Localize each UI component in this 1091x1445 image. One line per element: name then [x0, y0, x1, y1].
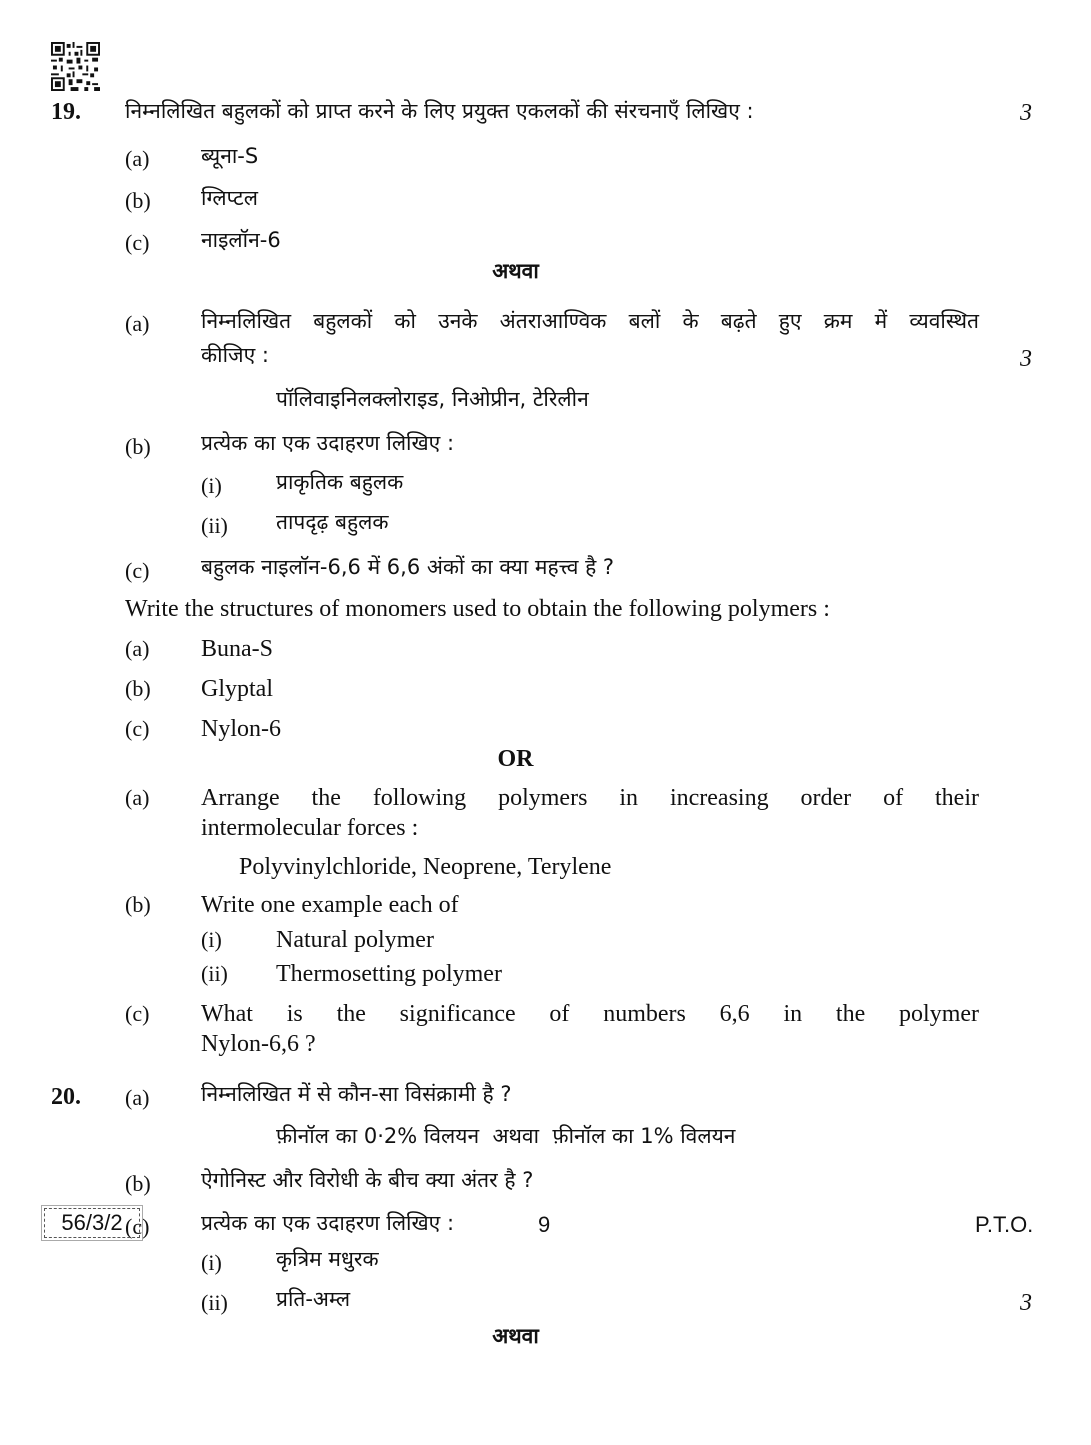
- q19-marks: 3: [1020, 100, 1032, 126]
- q19-hi-or-a-list: पॉलिवाइनिलक्लोराइड, निओप्रीन, टेरिलीन: [276, 387, 589, 411]
- q19-en-or-b-i-label: (i): [201, 927, 222, 952]
- q20-c-ii-text: प्रति-अम्ल: [276, 1287, 351, 1311]
- q19-hi-or-c-text: बहुलक नाइलॉन-6,6 में 6,6 अंकों का क्या महत्त्व है ?: [201, 555, 615, 579]
- q19-en-or-a-line1: Arrange the following polymers in increasing order of their: [201, 785, 979, 811]
- q20-a-text: निम्नलिखित में से कौन-सा विसंक्रामी है ?: [201, 1082, 512, 1106]
- q19-hi-or-b-i-text: प्राकृतिक बहुलक: [276, 470, 404, 494]
- q19-en-or-b-label: (b): [125, 892, 151, 917]
- q20-or-heading: अथवा: [492, 1324, 539, 1348]
- q20-c-i-text: कृत्रिम मधुरक: [276, 1247, 379, 1271]
- q19-hi-item-b-label: (b): [125, 188, 151, 213]
- q19-en-or-a-list: Polyvinylchloride, Neoprene, Terylene: [239, 854, 612, 880]
- q19-hi-item-c-label: (c): [125, 230, 150, 255]
- q20-c-label: (c): [125, 1214, 150, 1239]
- q20-c-i-label: (i): [201, 1250, 222, 1275]
- q19-en-item-c-label: (c): [125, 716, 150, 741]
- q19-hi-or-a-line2: कीजिए :: [201, 343, 269, 367]
- q19-en-or-b-ii-text: Thermosetting polymer: [276, 961, 502, 987]
- q19-en-item-b-label: (b): [125, 676, 151, 701]
- q20-marks: 3: [1020, 1290, 1032, 1316]
- paper-code-box: [44, 1208, 140, 1238]
- q19-en-item-a-text: Buna-S: [201, 636, 273, 662]
- q19-hi-item-c-text: नाइलॉन-6: [201, 228, 281, 252]
- qr-code-icon: [51, 42, 100, 91]
- pto-label: P.T.O.: [975, 1212, 1034, 1237]
- q19-en-or-b-i-text: Natural polymer: [276, 927, 434, 953]
- q19-en-item-c-text: Nylon-6: [201, 716, 281, 742]
- q20-c-text: प्रत्येक का एक उदाहरण लिखिए :: [201, 1211, 455, 1235]
- q19-en-or-b-text: Write one example each of: [201, 892, 459, 918]
- q19-en-or-c-line1: What is the significance of numbers 6,6 in the polymer: [201, 1001, 979, 1027]
- page-number: 9: [538, 1212, 551, 1237]
- q19-en-or-c-label: (c): [125, 1001, 150, 1026]
- q20-c-ii-label: (ii): [201, 1290, 228, 1315]
- q19-english-stem: Write the structures of monomers used to obtain the following polymers :: [125, 596, 830, 622]
- q19-hi-item-b-text: ग्लिप्टल: [201, 186, 258, 210]
- q19-hi-or-c-label: (c): [125, 558, 150, 583]
- q19-hi-or-heading: अथवा: [492, 259, 539, 283]
- q19-hi-or-b-ii-text: तापदृढ़ बहुलक: [276, 510, 389, 534]
- q20-a-label: (a): [125, 1085, 150, 1110]
- q19-en-or-a-line2: intermolecular forces :: [201, 815, 419, 841]
- q19-hi-item-a-text: ब्यूना-S: [201, 144, 259, 168]
- q19-hi-or-a-label: (a): [125, 311, 150, 336]
- question-number-20: 20.: [51, 1084, 81, 1110]
- paper-code: 56/3/2: [61, 1210, 123, 1235]
- question-number-19: 19.: [51, 99, 81, 125]
- q19-en-item-a-label: (a): [125, 636, 150, 661]
- q19-hi-item-a-label: (a): [125, 146, 150, 171]
- q20-a-options: फ़ीनॉल का 0·2% विलयन अथवा फ़ीनॉल का 1% विलयन: [276, 1124, 736, 1148]
- q19-hi-or-b-ii-label: (ii): [201, 513, 228, 538]
- q19-hi-or-marks: 3: [1020, 346, 1032, 372]
- q19-en-or-heading: OR: [497, 746, 534, 772]
- q20-b-text: ऐगोनिस्ट और विरोधी के बीच क्या अंतर है ?: [201, 1168, 534, 1192]
- q19-hi-or-b-label: (b): [125, 434, 151, 459]
- q19-en-or-a-label: (a): [125, 785, 150, 810]
- q20-b-label: (b): [125, 1171, 151, 1196]
- q19-hi-or-b-i-label: (i): [201, 473, 222, 498]
- q19-hi-or-a-line1: निम्नलिखित बहुलकों को उनके अंतराआण्विक बलों के बढ़ते हुए क्रम में व्यवस्थित: [201, 309, 979, 333]
- q19-hindi-stem: निम्नलिखित बहुलकों को प्राप्त करने के लिए प्रयुक्त एकलकों की संरचनाएँ लिखिए :: [125, 99, 754, 123]
- q19-en-item-b-text: Glyptal: [201, 676, 273, 702]
- q19-hi-or-b-text: प्रत्येक का एक उदाहरण लिखिए :: [201, 431, 455, 455]
- q19-en-or-b-ii-label: (ii): [201, 961, 228, 986]
- q19-en-or-c-line2: Nylon-6,6 ?: [201, 1031, 316, 1057]
